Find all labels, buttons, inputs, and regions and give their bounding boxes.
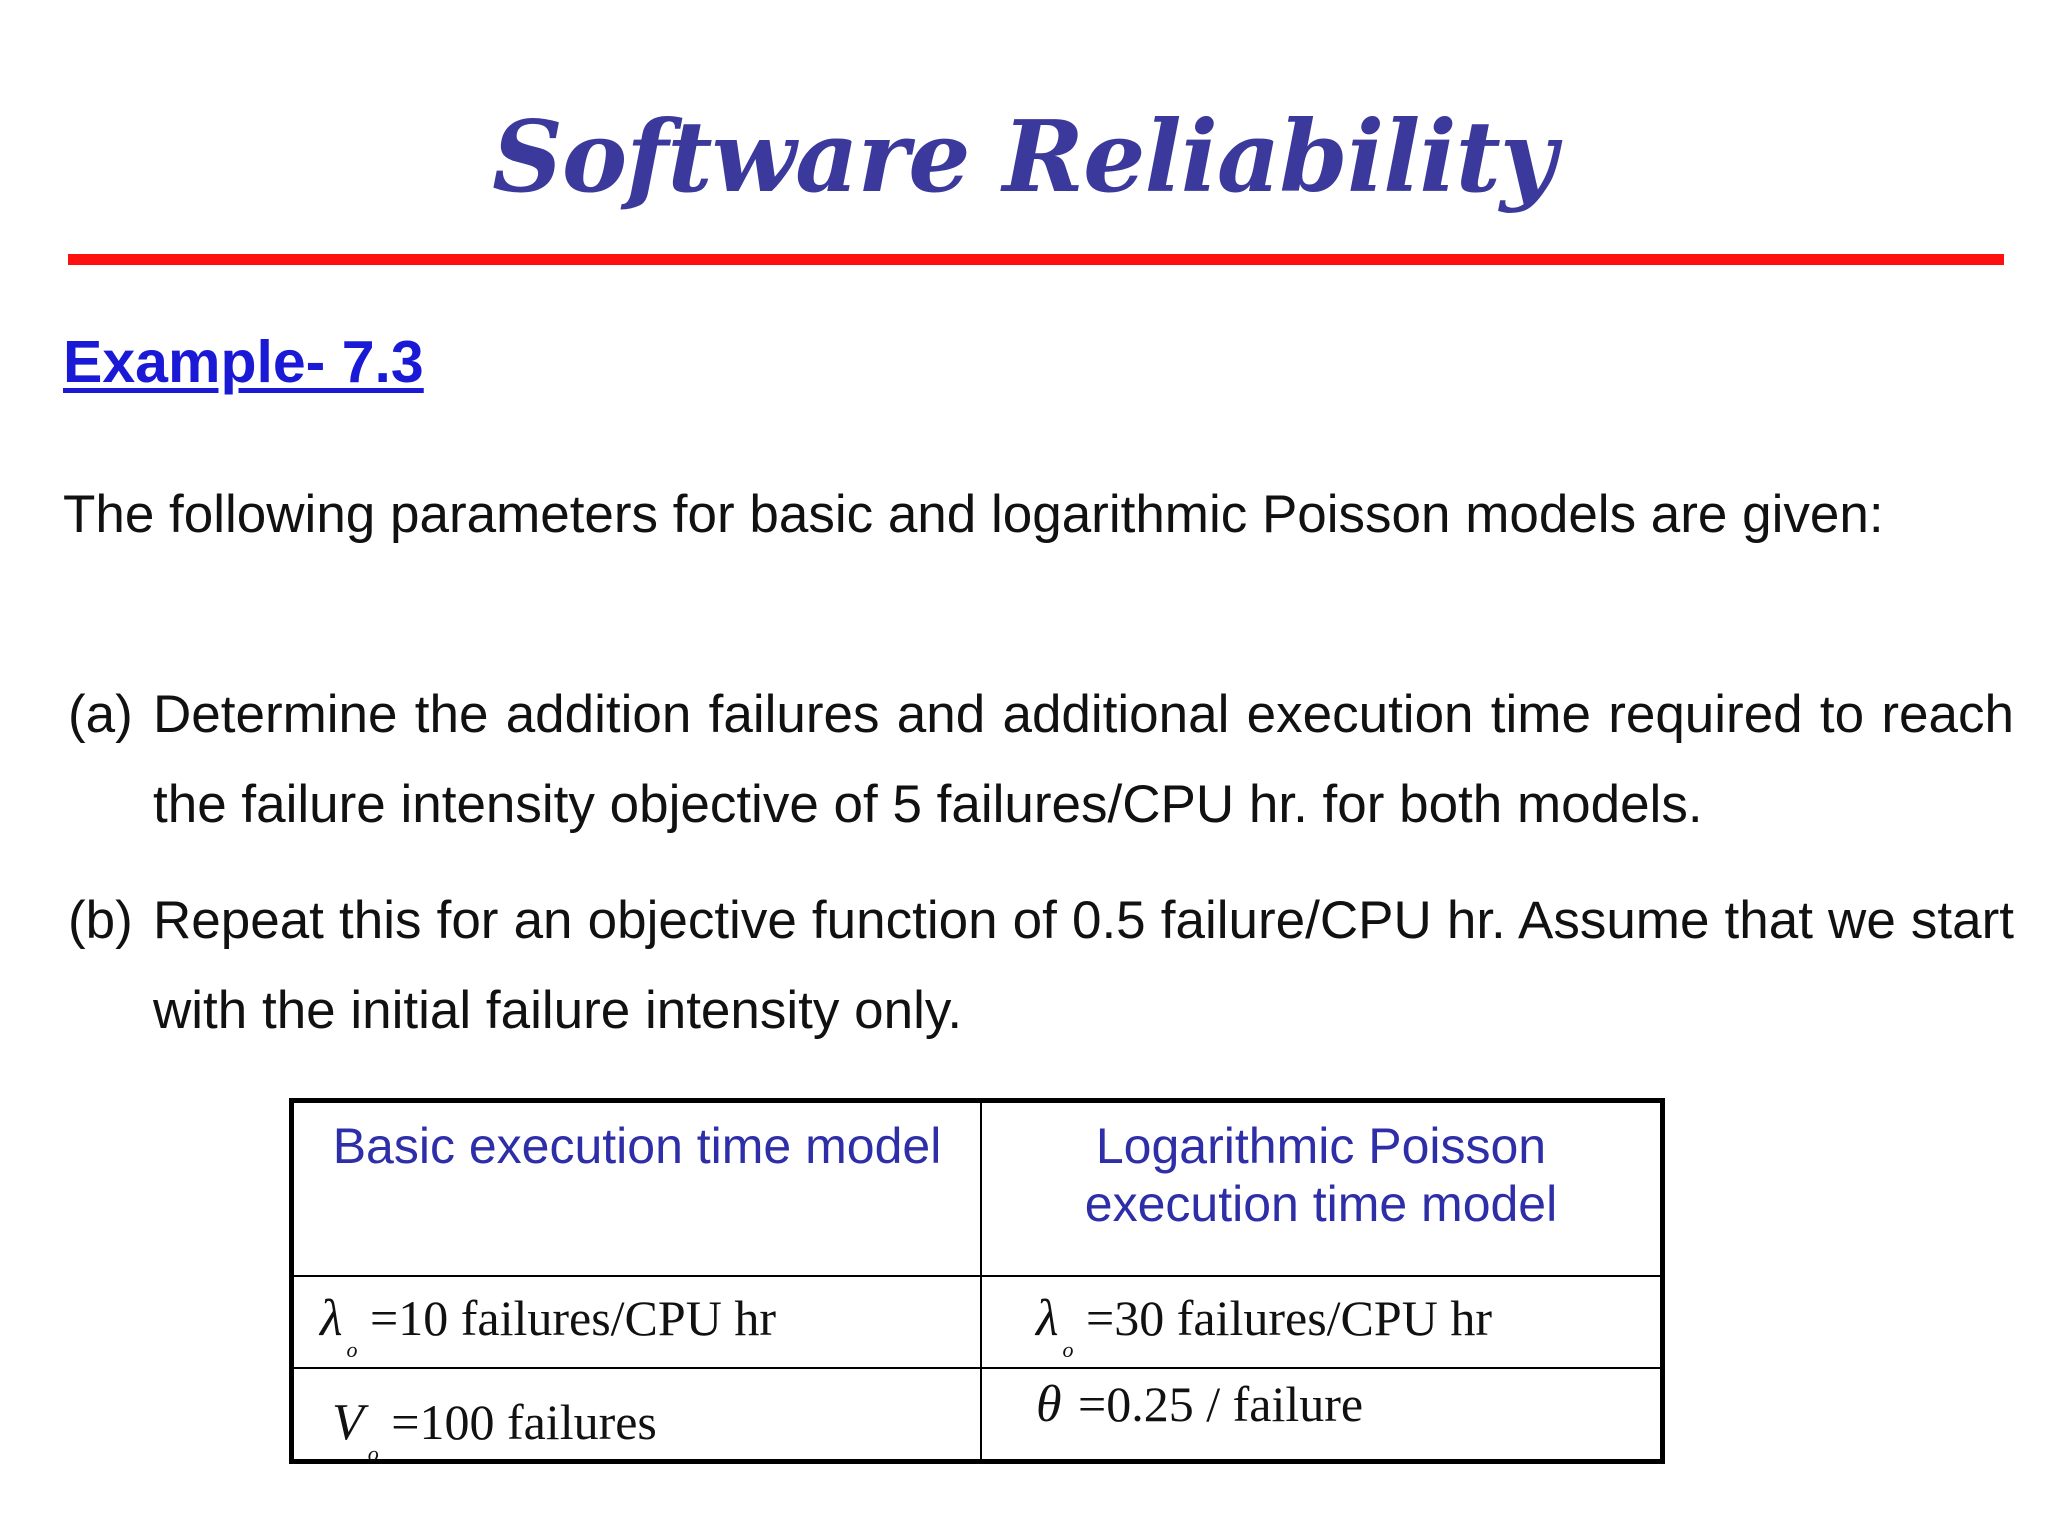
header-log-poisson-model: Logarithmic Poisson execution time model xyxy=(981,1101,1663,1277)
item-b-label: (b) xyxy=(68,891,133,950)
table-cell-log-lambda xyxy=(981,1276,1663,1368)
table-row xyxy=(292,1276,1663,1368)
theta-symbol: θ xyxy=(1036,1375,1062,1433)
slide-title: Software Reliability xyxy=(492,100,1556,215)
v-symbol: V xyxy=(332,1393,364,1451)
item-a-label: (a) xyxy=(68,685,133,744)
title-divider xyxy=(68,254,2004,265)
parameter-table xyxy=(289,1098,1665,1464)
list-item-b xyxy=(68,876,2014,1056)
table-row xyxy=(292,1368,1663,1462)
subscript: o xyxy=(367,1440,379,1466)
cell-value: =100 failures xyxy=(391,1393,657,1450)
lambda-symbol: λ xyxy=(1036,1289,1059,1347)
subscript: o xyxy=(1062,1336,1074,1362)
cell-value: =0.25 / failure xyxy=(1078,1375,1364,1432)
intro-paragraph: The following parameters for basic and logarithmic Poisson models are given: xyxy=(63,485,1884,544)
subscript: o xyxy=(346,1336,358,1362)
table-header-row xyxy=(292,1101,1663,1277)
example-heading: Example- 7.3 xyxy=(63,329,424,395)
table-cell-basic-lambda xyxy=(292,1276,982,1368)
list-item-a xyxy=(68,670,2014,850)
header-basic-model: Basic execution time model xyxy=(292,1101,982,1277)
table-cell-log-theta xyxy=(981,1368,1663,1462)
table-cell-basic-v0 xyxy=(292,1368,982,1466)
item-b-text: Repeat this for an objective function of 0.5 failure/CPU hr. Assume that we start with the initial failure intensity only. xyxy=(153,891,2014,1040)
lambda-symbol: λ xyxy=(320,1289,343,1347)
cell-value: =30 failures/CPU hr xyxy=(1086,1289,1492,1346)
item-a-text: Determine the addition failures and additional execution time required to reach the failure intensity objective of 5 failures/CPU hr. for both models. xyxy=(153,685,2014,834)
cell-value: =10 failures/CPU hr xyxy=(370,1289,776,1346)
